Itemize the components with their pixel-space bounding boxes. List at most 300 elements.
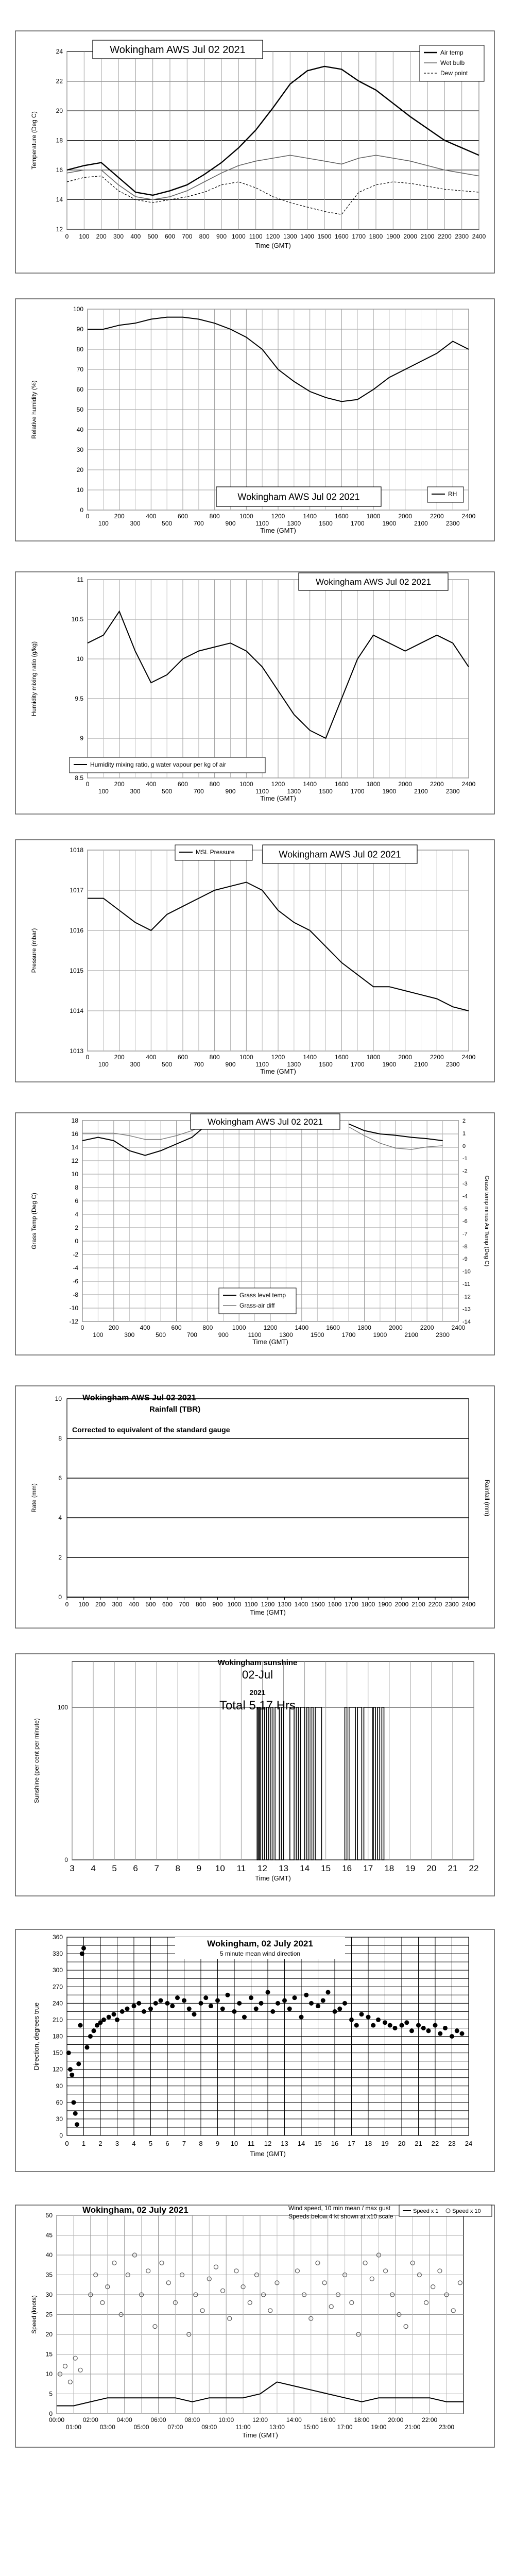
x-tick-label: 400 <box>140 1324 150 1331</box>
x-tick-label: 300 <box>130 788 141 795</box>
y-tick-label: 9 <box>80 735 83 742</box>
y-right-tick-label: -4 <box>462 1193 468 1200</box>
legend-label: Humidity mixing ratio, g water vapour per kg of air <box>90 761 227 768</box>
data-point <box>426 2028 431 2033</box>
x-tick-label: 5 <box>112 1863 117 1873</box>
y-tick-label: 30 <box>56 2115 63 2123</box>
y-tick-label: 60 <box>56 2098 63 2106</box>
x-axis-label: Time (GMT) <box>260 1067 296 1075</box>
x-axis-label: Time (GMT) <box>260 527 296 534</box>
y-tick-label: 300 <box>52 1967 63 1974</box>
x-tick-label: 800 <box>209 1054 220 1061</box>
x-tick-label: 500 <box>162 788 173 795</box>
y-tick-label: -10 <box>69 1304 78 1312</box>
y-tick-label: 15 <box>45 2350 53 2358</box>
data-point <box>153 2001 158 2006</box>
data-point <box>68 2067 73 2072</box>
x-tick-label: 1000 <box>227 1601 242 1608</box>
chart-total: Total 5.17 Hrs <box>219 1699 296 1713</box>
x-axis-label: Time (GMT) <box>242 2431 278 2439</box>
data-point <box>85 2045 90 2049</box>
x-axis-label: Time (GMT) <box>252 1338 288 1346</box>
data-point <box>242 2015 247 2020</box>
x-tick-label: 400 <box>128 1601 140 1608</box>
x-tick-label: 100 <box>98 520 109 527</box>
data-point <box>359 2012 364 2016</box>
x-tick-label: 1200 <box>261 1601 275 1608</box>
y-tick-label: 10 <box>76 486 83 494</box>
chart-title: Wokingham AWS Jul 02 2021 <box>110 44 246 56</box>
y-tick-label: 14 <box>71 1144 78 1151</box>
x-tick-label: 04:00 <box>116 2416 132 2424</box>
y-tick-label: 120 <box>52 2065 63 2073</box>
y-tick-label: 50 <box>76 406 83 413</box>
x-tick-label: 1200 <box>266 233 280 240</box>
x-tick-label: 6 <box>133 1863 138 1873</box>
data-point <box>165 2001 170 2006</box>
x-tick-label: 700 <box>193 1061 204 1068</box>
y-tick-label: 6 <box>58 1475 62 1482</box>
x-tick-label: 400 <box>130 233 141 240</box>
x-tick-label: 1400 <box>303 781 317 788</box>
y-tick-label: -6 <box>73 1278 78 1285</box>
x-tick-label: 1300 <box>287 788 301 795</box>
chart-frame <box>15 2205 494 2447</box>
y-tick-label: 1015 <box>70 967 83 974</box>
data-point <box>76 2061 81 2066</box>
data-point <box>371 2023 375 2028</box>
x-axis-label: Time (GMT) <box>255 242 291 249</box>
x-tick-label: 0 <box>65 233 69 240</box>
x-tick-label: 200 <box>108 1324 119 1331</box>
data-point <box>215 1998 220 2003</box>
legend-label: RH <box>448 490 457 498</box>
x-tick-label: 1100 <box>255 1061 269 1068</box>
y-tick-label: 10.5 <box>71 616 83 623</box>
x-tick-label: 500 <box>156 1331 166 1338</box>
data-point <box>203 1995 208 2000</box>
x-tick-label: 2000 <box>403 233 418 240</box>
data-point <box>88 2034 93 2039</box>
y-right-tick-label: -14 <box>462 1319 471 1325</box>
y-tick-label: 10 <box>45 2370 53 2378</box>
x-tick-label: 15 <box>321 1863 331 1873</box>
y-tick-label: 90 <box>56 2082 63 2090</box>
y-tick-label: 16 <box>56 166 63 174</box>
data-point <box>316 2004 320 2008</box>
x-axis-label: Time (GMT) <box>255 1874 291 1882</box>
y-tick-label: 1013 <box>70 1047 83 1055</box>
x-tick-label: 2100 <box>414 1061 428 1068</box>
data-point <box>309 2001 314 2006</box>
data-point <box>159 1998 163 2003</box>
x-tick-label: 300 <box>112 1601 123 1608</box>
y-tick-label: 100 <box>57 1703 68 1711</box>
x-tick-label: 100 <box>93 1331 104 1338</box>
x-tick-label: 22 <box>469 1863 479 1873</box>
x-tick-label: 10 <box>215 1863 225 1873</box>
x-tick-label: 14:00 <box>286 2416 302 2424</box>
y-tick-label: 330 <box>52 1950 63 1958</box>
x-tick-label: 1300 <box>287 1061 301 1068</box>
y-tick-label: 9.5 <box>75 695 83 702</box>
data-point <box>421 2026 426 2030</box>
x-tick-label: 1600 <box>334 1054 349 1061</box>
x-tick-label: 1800 <box>369 233 383 240</box>
y-tick-label: 35 <box>45 2271 53 2279</box>
y-right-tick-label: 0 <box>462 1143 466 1149</box>
data-point <box>81 1946 86 1951</box>
chart-title: Wokingham AWS Jul 02 2021 <box>82 1394 196 1402</box>
y-tick-label: 360 <box>52 1934 63 1941</box>
y-tick-label: 50 <box>45 2212 53 2219</box>
x-tick-label: 3 <box>70 1863 75 1873</box>
x-tick-label: 500 <box>145 1601 156 1608</box>
x-tick-label: 0 <box>65 2140 69 2147</box>
annotation: Corrected to equivalent of the standard gauge <box>72 1426 230 1434</box>
x-tick-label: 19:00 <box>371 2424 387 2431</box>
legend-label: Speed x 1 <box>413 2208 439 2214</box>
x-tick-label: 1000 <box>239 1054 253 1061</box>
x-tick-label: 2400 <box>461 1601 476 1608</box>
chart-subtitle: 5 minute mean wind direction <box>219 1950 301 1957</box>
x-tick-label: 2300 <box>436 1331 450 1338</box>
data-point <box>342 2001 347 2006</box>
x-tick-label: 6 <box>165 2140 169 2147</box>
data-point <box>66 2050 71 2055</box>
x-tick-label: 1300 <box>283 233 297 240</box>
x-tick-label: 1200 <box>271 781 285 788</box>
x-tick-label: 1500 <box>311 1601 325 1608</box>
x-tick-label: 2200 <box>430 1054 444 1061</box>
y-tick-label: 70 <box>76 366 83 373</box>
data-point <box>209 2004 213 2008</box>
x-tick-label: 1000 <box>232 1324 246 1331</box>
x-tick-label: 800 <box>195 1601 207 1608</box>
x-tick-label: 400 <box>146 1054 157 1061</box>
x-tick-label: 1300 <box>278 1601 291 1608</box>
x-tick-label: 300 <box>113 233 124 240</box>
x-tick-label: 1000 <box>231 233 246 240</box>
x-tick-label: 600 <box>171 1324 182 1331</box>
data-point <box>266 1990 270 1994</box>
x-tick-label: 15 <box>314 2140 322 2147</box>
x-tick-label: 500 <box>147 233 158 240</box>
x-tick-label: 2300 <box>445 1061 460 1068</box>
data-point <box>304 1993 308 1997</box>
x-tick-label: 600 <box>177 513 188 520</box>
x-tick-label: 24 <box>465 2140 473 2147</box>
chart-9 <box>15 2205 494 2447</box>
x-tick-label: 2000 <box>398 781 413 788</box>
y-tick-label: 11 <box>77 576 83 583</box>
x-tick-label: 14 <box>300 1863 310 1873</box>
y-axis-label: Sunshine (per cent per minute) <box>33 1718 40 1803</box>
x-tick-label: 600 <box>162 1601 173 1608</box>
x-tick-label: 07:00 <box>167 2424 183 2431</box>
data-point <box>404 2020 409 2025</box>
x-tick-label: 1400 <box>300 233 315 240</box>
data-point <box>293 1995 297 2000</box>
data-point <box>136 2001 141 2006</box>
x-tick-label: 1700 <box>341 1331 356 1338</box>
x-tick-label: 1500 <box>319 1061 333 1068</box>
y-right-tick-label: -13 <box>462 1306 471 1313</box>
legend-label: Grass-air diff <box>239 1302 275 1309</box>
chart-6 <box>15 1386 494 1628</box>
x-tick-label: 10 <box>230 2140 238 2147</box>
x-tick-label: 2200 <box>420 1324 434 1331</box>
data-point <box>226 1993 230 1997</box>
data-point <box>115 2018 119 2022</box>
y-tick-label: 1016 <box>70 927 83 934</box>
x-tick-label: 1000 <box>239 781 253 788</box>
data-point <box>388 2023 392 2028</box>
x-tick-label: 8 <box>199 2140 203 2147</box>
chart-date: 02-Jul <box>242 1668 273 1681</box>
x-tick-label: 700 <box>193 520 204 527</box>
y-tick-label: 2 <box>58 1554 62 1561</box>
x-tick-label: 2 <box>98 2140 102 2147</box>
legend-label: Speed x 10 <box>452 2208 481 2214</box>
x-tick-label: 11 <box>236 1863 246 1873</box>
x-tick-label: 700 <box>193 788 204 795</box>
x-tick-label: 200 <box>114 781 125 788</box>
chart-7 <box>15 1654 494 1896</box>
x-tick-label: 2100 <box>420 233 435 240</box>
x-tick-label: 2000 <box>394 1601 409 1608</box>
legend-label: Grass level temp <box>239 1292 286 1299</box>
data-point <box>455 2028 459 2033</box>
x-tick-label: 2300 <box>445 788 460 795</box>
y-tick-label: 30 <box>45 2291 53 2298</box>
x-tick-label: 1800 <box>366 513 381 520</box>
y-right-tick-label: -6 <box>462 1218 468 1225</box>
y-tick-label: 45 <box>45 2231 53 2239</box>
x-tick-label: 1800 <box>361 1601 375 1608</box>
y-tick-label: 20 <box>56 107 63 114</box>
y-right-tick-label: -8 <box>462 1243 468 1250</box>
x-tick-label: 2100 <box>414 520 428 527</box>
data-point <box>321 1998 325 2003</box>
x-tick-label: 600 <box>177 1054 188 1061</box>
data-point <box>254 2007 259 2011</box>
x-axis-label: Time (GMT) <box>250 1608 286 1616</box>
data-point <box>376 2018 381 2022</box>
y-tick-label: 20 <box>76 466 83 473</box>
data-point <box>101 2018 106 2022</box>
chart-2 <box>15 299 494 541</box>
data-point <box>282 1998 287 2003</box>
x-tick-label: 21 <box>448 1863 458 1873</box>
x-tick-label: 700 <box>179 1601 190 1608</box>
legend-label: Wet bulb <box>440 59 465 66</box>
y-tick-label: 22 <box>56 77 63 85</box>
y-tick-label: 0 <box>75 1238 78 1245</box>
x-tick-label: 10:00 <box>218 2416 234 2424</box>
x-tick-label: 0 <box>85 781 90 788</box>
y-tick-label: 90 <box>76 326 83 333</box>
x-tick-label: 18 <box>384 1863 394 1873</box>
data-point <box>120 2009 125 2014</box>
x-tick-label: 900 <box>225 1061 236 1068</box>
x-tick-label: 17:00 <box>337 2424 353 2431</box>
x-tick-label: 2400 <box>461 513 476 520</box>
x-tick-label: 1700 <box>350 520 365 527</box>
y-tick-label: 1017 <box>70 887 83 894</box>
x-tick-label: 2200 <box>430 513 444 520</box>
y-tick-label: 0 <box>59 2132 63 2139</box>
x-tick-label: 200 <box>114 1054 125 1061</box>
x-tick-label: 1 <box>81 2140 86 2147</box>
y-tick-label: 210 <box>52 2016 63 2024</box>
chart-3 <box>15 572 494 814</box>
x-tick-label: 1600 <box>334 233 349 240</box>
x-tick-label: 0 <box>85 513 90 520</box>
x-tick-label: 8 <box>175 1863 180 1873</box>
x-tick-label: 600 <box>164 233 176 240</box>
legend-label: Dew point <box>440 70 468 77</box>
x-tick-label: 1500 <box>317 233 332 240</box>
data-point <box>326 1990 331 1994</box>
y-right-axis-label: Rainfall (mm) <box>484 1479 491 1517</box>
x-tick-label: 700 <box>182 233 193 240</box>
data-point <box>354 2023 359 2028</box>
y-axis-label: Direction, degrees true <box>32 2002 40 2071</box>
x-tick-label: 1800 <box>357 1324 371 1331</box>
data-point <box>299 2015 304 2020</box>
chart-title: Wokingham AWS Jul 02 2021 <box>208 1117 323 1127</box>
data-point <box>366 2015 371 2020</box>
x-tick-label: 1700 <box>350 1061 365 1068</box>
x-tick-label: 600 <box>177 781 188 788</box>
chart-title: Wokingham AWS Jul 02 2021 <box>237 492 360 502</box>
x-tick-label: 900 <box>225 520 236 527</box>
y-right-tick-label: -7 <box>462 1231 468 1238</box>
x-tick-label: 2200 <box>430 781 444 788</box>
data-point <box>416 2023 421 2028</box>
x-tick-label: 1300 <box>279 1331 293 1338</box>
data-point <box>259 2001 264 2006</box>
chart-4 <box>15 840 494 1082</box>
x-tick-label: 1400 <box>303 513 317 520</box>
x-tick-label: 100 <box>98 788 109 795</box>
data-point <box>107 2015 111 2020</box>
y-tick-label: 12 <box>56 226 63 233</box>
x-tick-label: 900 <box>225 788 236 795</box>
x-tick-label: 2300 <box>445 1601 459 1608</box>
legend-label: MSL Pressure <box>196 849 235 856</box>
x-tick-label: 9 <box>215 2140 220 2147</box>
chart-8 <box>15 1929 494 2172</box>
x-tick-label: 500 <box>162 520 173 527</box>
legend-label: Air temp <box>440 49 464 56</box>
x-tick-label: 700 <box>186 1331 197 1338</box>
y-tick-label: 40 <box>76 426 83 433</box>
x-tick-label: 7 <box>154 1863 159 1873</box>
data-point <box>170 2004 175 2008</box>
data-point <box>80 1952 84 1956</box>
y-axis-label: Humidity mixing ratio (g/kg) <box>30 641 38 717</box>
data-point <box>443 2026 448 2030</box>
x-tick-label: 2400 <box>472 233 486 240</box>
x-tick-label: 400 <box>146 513 157 520</box>
data-point <box>148 2007 153 2011</box>
x-tick-label: 1500 <box>319 520 333 527</box>
x-tick-label: 20 <box>398 2140 406 2147</box>
y-tick-label: 30 <box>76 446 83 453</box>
x-tick-label: 2400 <box>461 781 476 788</box>
y-tick-label: 18 <box>71 1117 78 1124</box>
y-tick-label: 12 <box>71 1157 78 1164</box>
data-point <box>78 2023 83 2028</box>
x-tick-label: 2100 <box>411 1601 425 1608</box>
x-tick-label: 200 <box>96 233 107 240</box>
data-point <box>73 2111 78 2116</box>
x-tick-label: 2000 <box>398 1054 413 1061</box>
x-tick-label: 18 <box>364 2140 372 2147</box>
x-tick-label: 2100 <box>404 1331 419 1338</box>
x-tick-label: 1300 <box>287 520 301 527</box>
chart-note: Speeds below 4 kt shown at x10 scale <box>288 2213 393 2220</box>
x-tick-label: 1500 <box>310 1331 324 1338</box>
data-point <box>337 2007 342 2011</box>
x-tick-label: 1400 <box>295 1324 309 1331</box>
data-point <box>92 2028 96 2033</box>
y-tick-label: 16 <box>71 1130 78 1138</box>
data-point <box>70 2073 74 2077</box>
x-tick-label: 9 <box>196 1863 202 1873</box>
x-tick-label: 1600 <box>328 1601 342 1608</box>
y-axis-label: Grass Temp (Deg C) <box>30 1193 38 1249</box>
y-tick-label: 24 <box>56 48 63 55</box>
y-tick-label: -2 <box>73 1251 78 1258</box>
x-tick-label: 00:00 <box>48 2416 65 2424</box>
y-tick-label: -12 <box>69 1318 78 1325</box>
x-tick-label: 1900 <box>382 788 397 795</box>
x-tick-label: 23:00 <box>439 2424 455 2431</box>
x-tick-label: 800 <box>202 1324 213 1331</box>
x-tick-label: 20 <box>426 1863 437 1873</box>
x-tick-label: 0 <box>80 1324 84 1331</box>
y-tick-label: 240 <box>52 1999 63 2007</box>
x-tick-label: 900 <box>212 1601 223 1608</box>
y-tick-label: 5 <box>49 2390 53 2398</box>
y-tick-label: 60 <box>76 386 83 393</box>
x-tick-label: 11 <box>247 2140 255 2147</box>
x-tick-label: 2300 <box>455 233 469 240</box>
x-tick-label: 11:00 <box>235 2424 251 2431</box>
y-tick-label: -4 <box>73 1264 78 1272</box>
data-point <box>237 2001 242 2006</box>
x-tick-label: 13:00 <box>269 2424 285 2431</box>
y-tick-label: 10 <box>76 655 83 663</box>
data-point <box>192 2012 197 2016</box>
x-tick-label: 3 <box>115 2140 119 2147</box>
data-point <box>232 2009 237 2014</box>
data-point <box>112 2012 116 2016</box>
y-right-tick-label: -1 <box>462 1156 468 1162</box>
x-tick-label: 100 <box>98 1061 109 1068</box>
y-tick-label: 1018 <box>70 846 83 854</box>
y-axis-label: Pressure (mbar) <box>30 928 38 973</box>
x-tick-label: 1800 <box>366 1054 381 1061</box>
y-tick-label: 40 <box>45 2251 53 2259</box>
chart-title: Wokingham sunshine <box>217 1658 298 1667</box>
y-tick-label: -8 <box>73 1291 78 1298</box>
chart-year: 2021 <box>249 1688 266 1697</box>
x-tick-label: 15:00 <box>303 2424 319 2431</box>
